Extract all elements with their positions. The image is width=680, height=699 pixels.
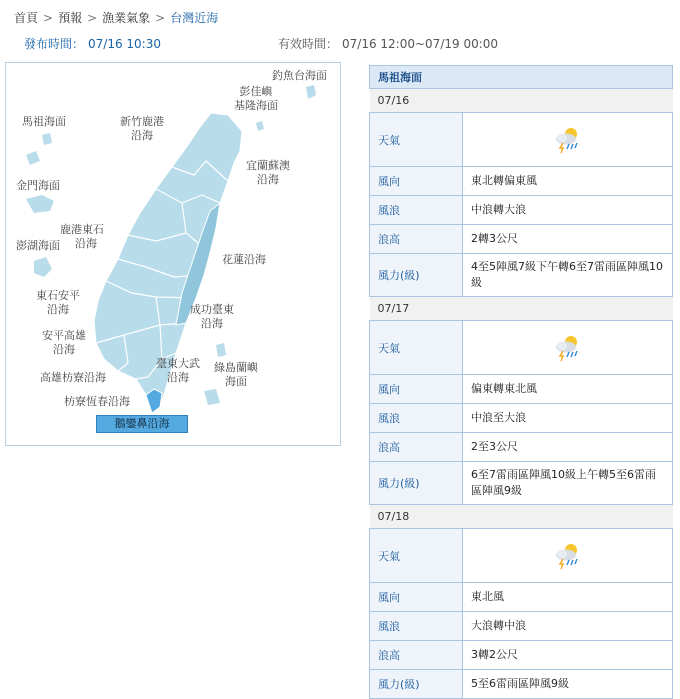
valid-time xyxy=(278,35,498,52)
forecast-wave-row xyxy=(370,196,673,225)
forecast-wave-height-row xyxy=(370,225,673,254)
wave-height-label: 浪高 xyxy=(370,641,463,670)
publish-time-label: 發布時間： xyxy=(24,37,85,51)
forecast-date-row xyxy=(370,89,673,113)
wave-height-value: 2至3公尺 xyxy=(463,433,673,462)
map-label-line: 沿海 xyxy=(53,343,75,356)
lanyu-island[interactable] xyxy=(204,389,220,405)
kinmen-island[interactable] xyxy=(26,195,54,213)
ludao-island[interactable] xyxy=(216,343,226,357)
cloudy-thunderstorm-rain-icon xyxy=(553,126,583,154)
wave-label: 風浪 xyxy=(370,196,463,225)
wave-value: 中浪轉大浪 xyxy=(463,196,673,225)
map-label-kaohsiung[interactable]: 高雄枋寮沿海 xyxy=(40,371,106,384)
diaoyutai-island[interactable] xyxy=(306,85,316,99)
forecast-date: 07/18 xyxy=(370,505,673,529)
cloudy-thunderstorm-rain-icon xyxy=(553,334,583,362)
wind-dir-label: 風向 xyxy=(370,583,463,612)
forecast-weather-row xyxy=(370,321,673,375)
wind-force-value: 6至7雷雨區陣風10級上午轉5至6雷雨區陣風9級 xyxy=(463,462,673,505)
map-label-line: 沿海 xyxy=(257,173,279,186)
cloudy-thunderstorm-rain-icon xyxy=(553,542,583,570)
wave-value: 大浪轉中浪 xyxy=(463,612,673,641)
breadcrumb-separator: > xyxy=(87,11,98,25)
forecast-wind-dir-row xyxy=(370,583,673,612)
wind-dir-value: 東北轉偏東風 xyxy=(463,167,673,196)
weather-label: 天氣 xyxy=(370,321,463,375)
map-label-line: 沿海 xyxy=(167,371,189,384)
wave-height-label: 浪高 xyxy=(370,225,463,254)
map-label-eluanbi[interactable]: 鵝鑾鼻沿海 xyxy=(96,415,188,433)
breadcrumb xyxy=(14,9,218,26)
forecast-wave-height-row xyxy=(370,641,673,670)
forecast-wind-dir-row xyxy=(370,375,673,404)
map-label-matsu[interactable]: 馬祖海面 xyxy=(22,115,66,128)
breadcrumb-separator: > xyxy=(155,11,166,25)
publish-time-value: 07/16 10:30 xyxy=(88,37,161,51)
eluanbi-region-shape[interactable] xyxy=(146,389,162,413)
map-label-line: 基隆海面 xyxy=(234,99,278,112)
forecast-table xyxy=(369,65,673,699)
wave-height-value: 2轉3公尺 xyxy=(463,225,673,254)
weather-value xyxy=(463,529,673,583)
wind-force-label: 風力(級) xyxy=(370,462,463,505)
forecast-wave-row xyxy=(370,404,673,433)
wind-dir-value: 偏東轉東北風 xyxy=(463,375,673,404)
taiwan-sea-map xyxy=(5,62,341,446)
wind-dir-label: 風向 xyxy=(370,375,463,404)
map-label-line: 東石安平 xyxy=(36,289,80,302)
wave-height-value: 3轉2公尺 xyxy=(463,641,673,670)
map-label-line: 海面 xyxy=(225,375,247,388)
breadcrumb-home-link[interactable]: 首頁 xyxy=(14,11,39,25)
pengjia-island[interactable] xyxy=(256,121,264,131)
wind-force-value: 4至5陣風7級下午轉6至7雷雨區陣風10級 xyxy=(463,254,673,297)
map-label-dongshi[interactable] xyxy=(36,289,80,317)
valid-time-value: 07/16 12:00~07/19 00:00 xyxy=(342,37,499,51)
forecast-weather-row xyxy=(370,113,673,167)
wave-label: 風浪 xyxy=(370,612,463,641)
map-label-line: 沿海 xyxy=(47,303,69,316)
wind-force-label: 風力(級) xyxy=(370,670,463,699)
map-label-lugang[interactable] xyxy=(60,223,104,251)
map-label-line: 新竹鹿港 xyxy=(120,115,164,128)
map-label-line: 成功臺東 xyxy=(190,303,234,316)
map-label-line: 臺東大武 xyxy=(156,357,200,370)
breadcrumb-separator: > xyxy=(43,11,54,25)
forecast-weather-row xyxy=(370,529,673,583)
map-label-line: 綠島蘭嶼 xyxy=(214,361,258,374)
map-label-pengjia[interactable] xyxy=(234,85,278,113)
wind-force-value: 5至6雷雨區陣風9級 xyxy=(463,670,673,699)
breadcrumb-forecast-link[interactable]: 預報 xyxy=(58,11,83,25)
weather-value xyxy=(463,321,673,375)
wave-label: 風浪 xyxy=(370,404,463,433)
forecast-wind-force-row xyxy=(370,462,673,505)
map-label-kinmen[interactable]: 金門海面 xyxy=(16,179,60,192)
map-label-line: 鹿港東石 xyxy=(60,223,104,236)
publish-time xyxy=(24,35,161,52)
matsu-island-2[interactable] xyxy=(26,151,40,165)
map-label-line: 沿海 xyxy=(75,237,97,250)
map-label-line: 彭佳嶼 xyxy=(239,85,273,98)
forecast-wave-height-row xyxy=(370,433,673,462)
forecast-wind-force-row xyxy=(370,254,673,297)
forecast-wave-row xyxy=(370,612,673,641)
weather-value xyxy=(463,113,673,167)
map-label-hsinchu[interactable] xyxy=(120,115,164,143)
map-label-penghu[interactable]: 澎湖海面 xyxy=(16,239,60,252)
wave-height-label: 浪高 xyxy=(370,433,463,462)
penghu-island[interactable] xyxy=(34,257,52,277)
breadcrumb-current: 台灣近海 xyxy=(170,11,219,25)
wind-dir-value: 東北風 xyxy=(463,583,673,612)
forecast-date: 07/17 xyxy=(370,297,673,321)
forecast-area-header xyxy=(370,66,673,89)
map-label-line: 安平高雄 xyxy=(42,329,86,342)
map-label-line: 沿海 xyxy=(201,317,223,330)
map-label-fangliao[interactable]: 枋寮恆春沿海 xyxy=(64,395,130,408)
weather-label: 天氣 xyxy=(370,529,463,583)
wind-dir-label: 風向 xyxy=(370,167,463,196)
breadcrumb-fishery-link[interactable]: 漁業氣象 xyxy=(102,11,151,25)
map-label-line: 宜蘭蘇澳 xyxy=(246,159,290,172)
weather-label: 天氣 xyxy=(370,113,463,167)
map-label-ludao[interactable] xyxy=(214,361,258,389)
valid-time-label: 有效時間： xyxy=(278,37,339,51)
map-label-anping[interactable] xyxy=(42,329,86,357)
map-label-chenggong[interactable] xyxy=(190,303,234,331)
forecast-wind-dir-row xyxy=(370,167,673,196)
map-label-diaoyutai[interactable]: 釣魚台海面 xyxy=(272,69,327,82)
matsu-island-1[interactable] xyxy=(42,133,52,145)
wind-force-label: 風力(級) xyxy=(370,254,463,297)
forecast-date: 07/16 xyxy=(370,89,673,113)
map-label-yilan[interactable] xyxy=(246,159,290,187)
map-label-taitung[interactable] xyxy=(156,357,200,385)
map-label-line: 沿海 xyxy=(131,129,153,142)
wave-value: 中浪至大浪 xyxy=(463,404,673,433)
forecast-date-row xyxy=(370,297,673,321)
forecast-date-row xyxy=(370,505,673,529)
forecast-area-name: 馬祖海面 xyxy=(370,66,673,89)
forecast-wind-force-row xyxy=(370,670,673,699)
map-label-hualien[interactable]: 花蓮沿海 xyxy=(222,253,266,266)
